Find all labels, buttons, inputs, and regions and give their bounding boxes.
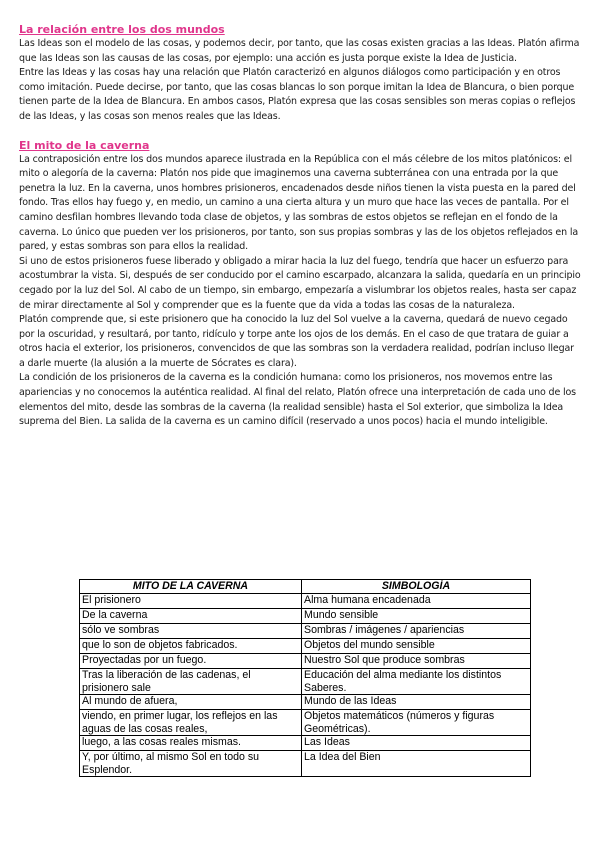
- table-cell: De la caverna: [80, 609, 302, 624]
- paragraph: La condición de los prisioneros de la caverna es la condición humana: como los prisioneros, nos movemos entre las apariencias y no conocemos la auténtica realidad. Al final del relato, Platón ofrece una interpretación de cada uno de los elementos del mito, desde las sombras de la caverna (la realidad sensible) hasta el Sol exterior, que simboliza la Idea suprema del Bien. La salida de la caverna es un camino difícil (reservado a unos pocos) hacia el mundo inteligible.: [19, 372, 576, 428]
- table-row: [80, 710, 531, 736]
- table-cell: Alma humana encadenada: [302, 594, 531, 609]
- table-cell: La Idea del Bien: [302, 751, 531, 777]
- table-row: [80, 751, 531, 777]
- table-row: [80, 654, 531, 669]
- table-cell: que lo son de objetos fabricados.: [80, 639, 302, 654]
- table-cell: Objetos matemáticos (números y figuras Geométricas).: [302, 710, 531, 736]
- table-row: [80, 594, 531, 609]
- paragraph: Platón comprende que, si este prisionero que ha conocido la luz del Sol vuelve a la caverna, quedará de nuevo cegado por la oscuridad, y resultará, por tanto, ridículo y torpe ante los ojos de los demás. En el caso de que tratara de guiar a otros hacia el exterior, los prisioneros, convencidos de que las sombras son la verdadera realidad, podrían incluso llegar a darle muerte (la alusión a la muerte de Sócrates es clara).: [19, 314, 574, 369]
- table-cell: Sombras / imágenes / apariencias: [302, 624, 531, 639]
- paragraph: Las Ideas son el modelo de las cosas, y podemos decir, por tanto, que las cosas existen gracias a las Ideas. Platón afirma que las Ideas son las causas de las cosas, por ejemplo: una acción es justa porque existe la Idea de Justicia.: [19, 38, 580, 64]
- table-cell: Tras la liberación de las cadenas, el prisionero sale: [80, 669, 302, 695]
- table-cell: viendo, en primer lugar, los reflejos en las aguas de las cosas reales,: [80, 710, 302, 736]
- table-cell: Y, por último, al mismo Sol en todo su Esplendor.: [80, 751, 302, 777]
- table-cell: Objetos del mundo sensible: [302, 639, 531, 654]
- table-cell: Las Ideas: [302, 736, 531, 751]
- column-header-simbologia: SIMBOLOGÍA: [302, 580, 531, 594]
- table-cell: Educación del alma mediante los distintos Saberes.: [302, 669, 531, 695]
- table-cell: Mundo de las Ideas: [302, 695, 531, 710]
- table-row: [80, 639, 531, 654]
- table-row: [80, 609, 531, 624]
- section-gap: [19, 125, 581, 138]
- symbolism-table: [79, 579, 531, 777]
- table-row: [80, 624, 531, 639]
- table-header-row: [80, 580, 531, 594]
- table-row: [80, 669, 531, 695]
- table-cell: Nuestro Sol que produce sombras: [302, 654, 531, 669]
- paragraph: Si uno de estos prisioneros fuese liberado y obligado a mirar hacia la luz del fuego, tendría que hacer un esfuerzo para acostumbrar la vista. Si, después de ser conducido por el camino escarpado, alcanzara la salida, quedaría en un principio cegado por la luz del Sol. Al cabo de un tiempo, sin embargo, empezaría a vislumbrar los objetos reales, hasta ser capaz de mirar directamente al Sol y comprender que es la fuente que da vida a todas las cosas de la naturaleza.: [19, 255, 581, 311]
- column-header-mito: MITO DE LA CAVERNA: [80, 580, 302, 594]
- table-cell: Al mundo de afuera,: [80, 695, 302, 710]
- table-row: [80, 736, 531, 751]
- table-cell: luego, a las cosas reales mismas.: [80, 736, 302, 751]
- table-cell: Proyectadas por un fuego.: [80, 654, 302, 669]
- document-body: [19, 22, 581, 430]
- table-row: [80, 695, 531, 710]
- section-title-relacion: La relación entre los dos mundos: [19, 23, 225, 36]
- table-cell: Mundo sensible: [302, 609, 531, 624]
- table-cell: sólo ve sombras: [80, 624, 302, 639]
- table-cell: El prisionero: [80, 594, 302, 609]
- paragraph: Entre las Ideas y las cosas hay una relación que Platón caracterizó en algunos diálogos como participación y en otros como imitación. Puede decirse, por tanto, que las cosas blancas lo son porque imitan la Idea de Blancura, o bien porque tienen parte de la Idea de Blancura. En ambos casos, Platón expresa que las cosas sensibles son meras copias o reflejos de las Ideas, y las cosas son menos reales que las Ideas.: [19, 67, 576, 122]
- section-title-mito: El mito de la caverna: [19, 138, 150, 152]
- paragraph: La contraposición entre los dos mundos aparece ilustrada en la República con el más célebre de los mitos platónicos: el mito o alegoría de la caverna: Platón nos pide que imaginemos una caverna subterránea con una entrada por la que penetra la luz. En la caverna, unos hombres prisioneros, encadenados desde niños tienen la vista puesta en la pared del fondo. Tras ellos hay fuego y, en medio, un camino a una cierta altura y un muro que hace las veces de pantalla. Por el camino desfilan hombres llevando toda clase de objetos, y las sombras de estos objetos se reflejan en el fondo de la caverna. Lo único que pueden ver los prisioneros, por tanto, son sus propias sombras y las de los objetos reflejados en la pared, y estas sombras son para ellos la realidad.: [19, 153, 579, 253]
